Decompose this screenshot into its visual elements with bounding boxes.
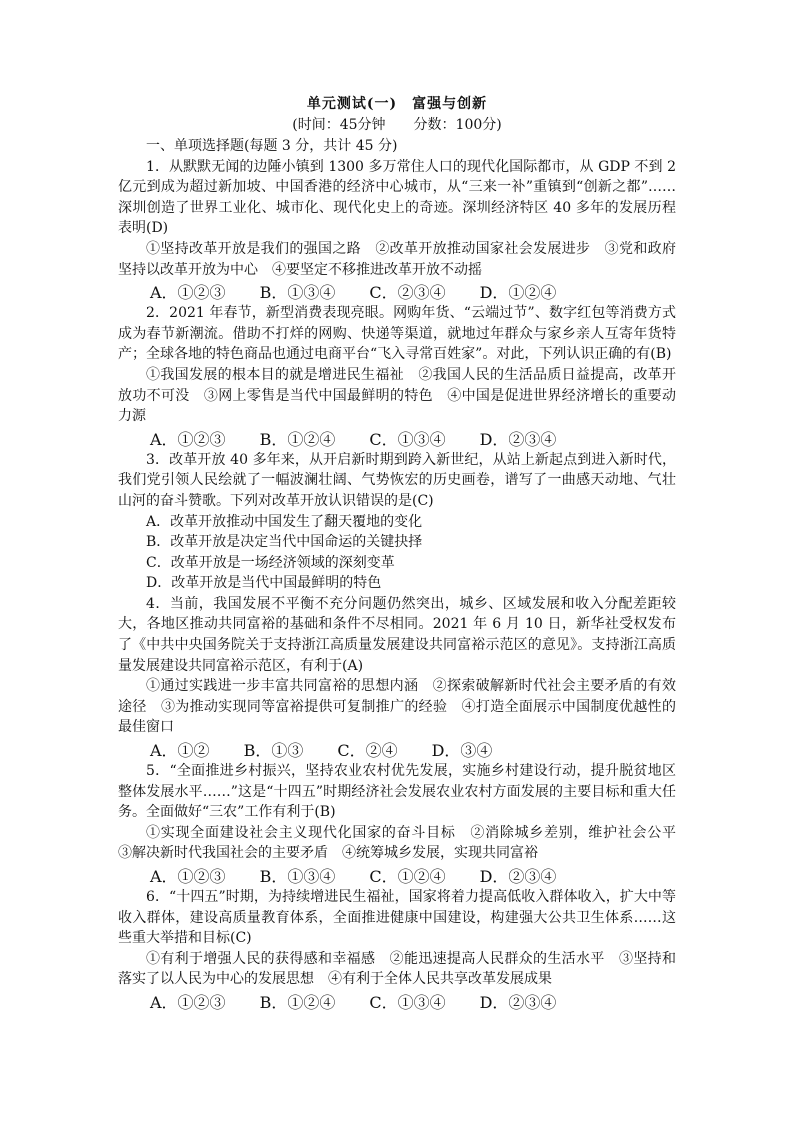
question-items: ①实现全面建设社会主义现代化国家的奋斗目标 ②消除城乡差别，维护社会公平 ③解决新时代我国社会的主要矛盾 ④统筹城乡发展，实现共同富裕 — [118, 824, 690, 862]
choice-a: A．①② — [150, 741, 210, 761]
option-a: A．改革开放推动中国发生了翻天覆地的变化 — [146, 513, 423, 530]
choice-d: D．②③④ — [479, 992, 557, 1012]
choice-a: A．①②③ — [150, 429, 226, 449]
exam-page — [118, 94, 690, 1013]
option-b: B．改革开放是决定当代中国命运的关键抉择 — [146, 534, 423, 551]
question-stem: 1．从默默无闻的边陲小镇到 1300 多万常住人口的现代化国际都市，从 GDP 不到 2 亿元到成为超过新加坡、中国香港的经济中心城市，从“三来一补”重镇到“创新之都”……深圳创造了世界工业化、城市化、现代化史上的奇迹。深圳经济特区 40 多年的发展历程表明(D) — [118, 158, 676, 237]
question-stem: 3．改革开放 40 多年来，从开启新时期到跨入新世纪，从站上新起点到进入新时代，我们党引领人民绘就了一幅波澜壮阔、气势恢宏的历史画卷，谱写了一曲感天动地、气壮山河的奋斗赞歌。下列对改革开放认识错误的是(C) — [118, 451, 676, 509]
question-items: ①坚持改革开放是我们的强国之路 ②改革开放推动国家社会发展进步 ③党和政府坚持以改革开放为中心 ④要坚定不移推进改革开放不动摇 — [118, 240, 676, 278]
choice-row — [118, 864, 676, 887]
exam-info: (时间：45分钟 分数：100分) — [292, 117, 502, 133]
question-stem: 6．“十四五”时期，为持续增进民生福祉，国家将着力提高低收入群体收入，扩大中等收入群体，建设高质量教育体系，全面推进健康中国建设，构建强大公共卫生体系……这些重大举措和目标(C) — [118, 889, 676, 947]
choice-b: B．①②④ — [259, 992, 336, 1012]
choice-d: D．①②④ — [479, 283, 557, 303]
choice-row — [118, 990, 676, 1013]
page-title: 单元测试(一) 富强与创新 — [306, 96, 488, 112]
question-stem: 4．当前，我国发展不平衡不充分问题仍然突出，城乡、区域发展和收入分配差距较大，各地区推动共同富裕的基础和条件不尽相同。2021 年 6 月 10 日，新华社受权发布了《中共中央国务院关于支持浙江高质量发展建设共同富裕示范区的意见》。支持浙江高质量发展建设共同富裕示范区，有利于(A) — [118, 595, 676, 674]
question-stem: 2．2021 年春节，新型消费表现亮眼。网购年货、“云端过节”、数字红包等消费方式成为春节新潮流。借助不打烊的网购、快递等渠道，就地过年群众与家乡亲人互寄年货特产；全球各地的特色商品也通过电商平台“飞入寻常百姓家”。对此，下列认识正确的有(B) — [118, 305, 676, 363]
question-stem: 5．“全面推进乡村振兴，坚持农业农村优先发展，实施乡村建设行动，提升脱贫地区整体发展水平……”这是“十四五”时期经济社会发展农业农村方面发展的主要目标和重大任务。全面做好“三农”工作有利于(B) — [118, 763, 676, 821]
choice-b: B．①②④ — [259, 429, 336, 449]
choice-a: A．①②③ — [150, 867, 226, 886]
choice-row — [118, 738, 676, 761]
choice-d: D．②③④ — [479, 429, 557, 449]
choice-c: C．①②④ — [369, 867, 446, 886]
choice-row — [118, 427, 676, 450]
option-d: D．改革开放是当代中国最鲜明的特色 — [146, 575, 382, 592]
question-items: ①我国发展的根本目的就是增进民生福祉 ②我国人民的生活品质日益提高，改革开放功不可没 ③网上零售是当代中国最鲜明的特色 ④中国是促进世界经济增长的重要动力源 — [118, 366, 676, 425]
choice-c: C．②④ — [337, 741, 398, 761]
choice-b: B．①③④ — [259, 867, 336, 886]
choice-c: C．②③④ — [369, 283, 446, 303]
question-items: ①有利于增强人民的获得感和幸福感 ②能迅速提高人民群众的生活水平 ③坚持和落实了以人民为中心的发展思想 ④有利于全体人民共享改革发展成果 — [118, 950, 676, 988]
option-c: C．改革开放是一场经济领域的深刻变革 — [146, 554, 395, 571]
section-heading: 一、单项选择题(每题 3 分，共计 45 分) — [146, 138, 398, 154]
choice-b: B．①③④ — [259, 283, 336, 303]
choice-b: B．①③ — [243, 741, 304, 761]
choice-d: D．③④ — [431, 741, 493, 761]
choice-a: A．①②③ — [150, 992, 226, 1012]
choice-c: C．①③④ — [369, 992, 446, 1012]
choice-d: D．②③④ — [479, 867, 557, 886]
choice-row — [118, 280, 676, 303]
choice-a: A．①②③ — [150, 283, 226, 303]
choice-c: C．①③④ — [369, 429, 446, 449]
question-items: ①通过实践进一步丰富共同富裕的思想内涵 ②探索破解新时代社会主要矛盾的有效途径 ③为推动实现同等富裕提供可复制推广的经验 ④打造全面展示中国制度优越性的最佳窗口 — [118, 678, 676, 736]
